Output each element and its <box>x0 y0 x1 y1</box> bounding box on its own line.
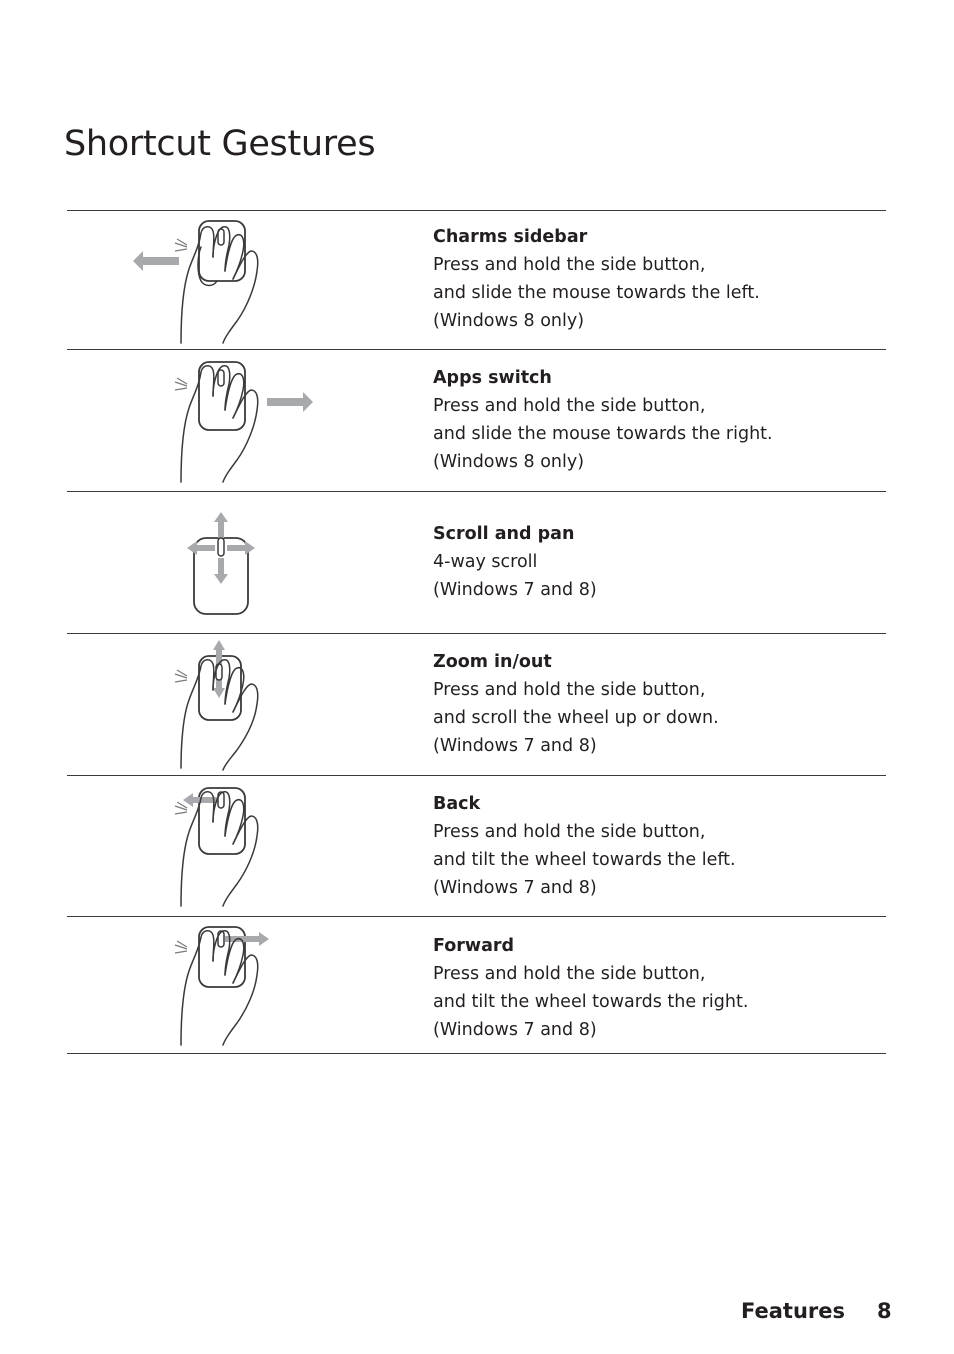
gesture-line: Press and hold the side button, <box>433 822 706 842</box>
gesture-text <box>433 520 597 604</box>
gesture-line: (Windows 7 and 8) <box>433 1020 597 1040</box>
gesture-title: Forward <box>433 936 515 956</box>
gesture-line: (Windows 8 only) <box>433 452 585 472</box>
gesture-line: (Windows 7 and 8) <box>433 580 597 600</box>
gesture-line: (Windows 7 and 8) <box>433 878 597 898</box>
gesture-line: and tilt the wheel towards the left. <box>433 850 736 870</box>
footer-section-name: Features <box>741 1299 845 1323</box>
hand-tilt-left-icon <box>167 786 367 910</box>
gesture-row-zoom-in-out <box>67 634 886 775</box>
gesture-text <box>433 364 773 476</box>
gesture-title: Zoom in/out <box>433 652 552 672</box>
gesture-title: Apps switch <box>433 368 552 388</box>
gesture-row-scroll-and-pan <box>67 492 886 633</box>
gesture-text <box>433 648 719 760</box>
gesture-line: and tilt the wheel towards the right. <box>433 992 749 1012</box>
hand-scroll-zoom-icon <box>167 640 367 770</box>
gesture-text <box>433 223 760 335</box>
gesture-title: Charms sidebar <box>433 227 588 247</box>
mouse-four-way-scroll-icon <box>167 512 367 622</box>
gesture-line: Press and hold the side button, <box>433 680 706 700</box>
hand-slide-left-icon <box>167 217 367 345</box>
gesture-line: (Windows 7 and 8) <box>433 736 597 756</box>
gesture-text <box>433 932 748 1044</box>
page-title: Shortcut Gestures <box>64 124 376 164</box>
gesture-title: Back <box>433 794 481 814</box>
gesture-row-apps-switch <box>67 350 886 491</box>
gesture-line: and scroll the wheel up or down. <box>433 708 719 728</box>
gesture-line: Press and hold the side button, <box>433 255 706 275</box>
gesture-line: and slide the mouse towards the left. <box>433 283 760 303</box>
gesture-text <box>433 790 736 902</box>
gesture-line: and slide the mouse towards the right. <box>433 424 773 444</box>
hand-slide-right-icon <box>167 360 367 488</box>
hand-tilt-right-icon <box>167 925 367 1049</box>
gesture-line: Press and hold the side button, <box>433 396 706 416</box>
gesture-line: Press and hold the side button, <box>433 964 706 984</box>
gesture-row-forward <box>67 917 886 1053</box>
gesture-row-charms-sidebar <box>67 211 886 349</box>
gesture-line: (Windows 8 only) <box>433 311 585 331</box>
gesture-title: Scroll and pan <box>433 524 575 544</box>
gesture-row-back <box>67 776 886 916</box>
page-number: 8 <box>877 1299 892 1323</box>
gesture-line: 4-way scroll <box>433 552 538 572</box>
table-bottom-rule <box>67 1053 886 1054</box>
